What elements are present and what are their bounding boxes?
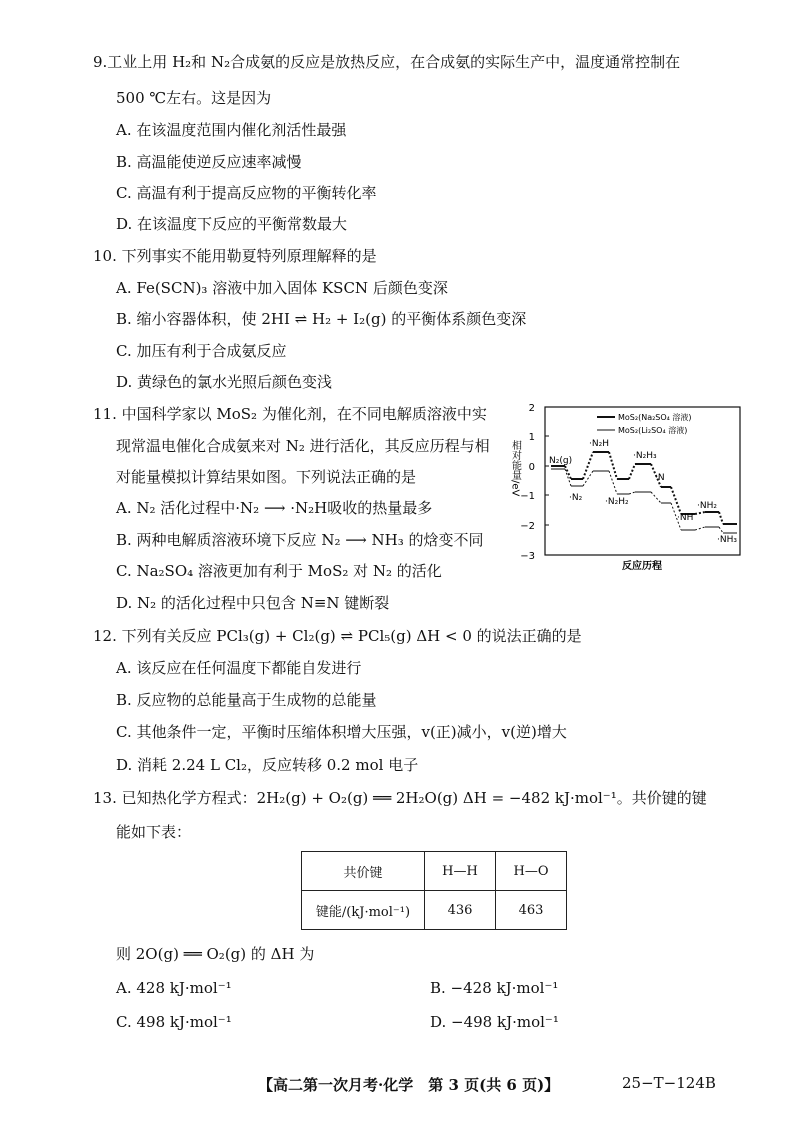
- q12-option-a[interactable]: A. 该反应在任何温度下都能自发进行: [116, 659, 362, 677]
- legend-label-li2so4: MoS₂(Li₂SO₄ 溶液): [618, 426, 688, 435]
- q11-option-a[interactable]: A. N₂ 活化过程中·N₂ ⟶ ·N₂H吸收的热量最多: [116, 499, 433, 517]
- q13-stem-line1: 13. 已知热化学方程式：2H₂(g) + O₂(g) ══ 2H₂O(g) ΔH = −482 kJ·mol⁻¹。共价键的键: [93, 789, 707, 807]
- q12-stem: 12. 下列有关反应 PCl₃(g) + Cl₂(g) ⇌ PCl₅(g) ΔH < 0 的说法正确的是: [93, 627, 582, 645]
- q10-stem: 10. 下列事实不能用勒夏特列原理解释的是: [93, 247, 377, 265]
- q9-option-b[interactable]: B. 高温能使逆反应速率减慢: [116, 153, 302, 171]
- table-row: [302, 852, 567, 891]
- y-tick-label: 0: [528, 462, 535, 473]
- q13-question: 则 2O(g) ══ O₂(g) 的 ΔH 为: [116, 945, 315, 963]
- species-label: ·N₂H₃: [633, 451, 657, 461]
- table-header-cell: 共价键: [302, 852, 425, 891]
- species-label: ·N₂: [569, 493, 583, 503]
- q12-option-d[interactable]: D. 消耗 2.24 L Cl₂，反应转移 0.2 mol 电子: [116, 756, 419, 774]
- q11-stem-line2: 现常温电催化合成氨来对 N₂ 进行活化，其反应历程与相: [116, 437, 490, 455]
- species-label: ·N₂H₂: [605, 497, 629, 507]
- q11-stem-line1: 11. 中国科学家以 MoS₂ 为催化剂，在不同电解质溶液中实: [93, 405, 487, 423]
- q13-option-a[interactable]: A. 428 kJ·mol⁻¹: [116, 979, 232, 997]
- species-label: ·NH: [677, 513, 694, 523]
- q10-option-d[interactable]: D. 黄绿色的氯水光照后颜色变浅: [116, 373, 333, 391]
- q10-option-b[interactable]: B. 缩小容器体积，使 2HI ⇌ H₂ + I₂(g) 的平衡体系颜色变深: [116, 310, 527, 328]
- page-footer-title: 【高二第一次月考·化学 第 3 页(共 6 页)】: [258, 1076, 560, 1094]
- table-row: [302, 891, 567, 930]
- y-tick-label: 2: [528, 403, 535, 414]
- species-label: ·NH₂: [697, 501, 717, 511]
- y-axis-label: 相对能量/eV: [509, 440, 521, 497]
- x-axis-label: 反应历程: [622, 561, 662, 572]
- legend-label-na2so4: MoS₂(Na₂SO₄ 溶液): [618, 413, 692, 422]
- table-header-cell: H—H: [425, 852, 496, 891]
- q12-option-b[interactable]: B. 反应物的总能量高于生成物的总能量: [116, 691, 377, 709]
- species-label: N₂(g): [549, 456, 573, 466]
- q13-option-b[interactable]: B. −428 kJ·mol⁻¹: [430, 979, 559, 997]
- y-tick-label: −2: [520, 521, 535, 532]
- y-tick-label: 1: [528, 432, 535, 443]
- q9-option-c[interactable]: C. 高温有利于提高反应物的平衡转化率: [116, 184, 377, 202]
- q11-option-c[interactable]: C. Na₂SO₄ 溶液更加有利于 MoS₂ 对 N₂ 的活化: [116, 562, 442, 580]
- energy-profile-figure: [505, 400, 755, 575]
- q10-option-c[interactable]: C. 加压有利于合成氨反应: [116, 342, 287, 360]
- q9-option-d[interactable]: D. 在该温度下反应的平衡常数最大: [116, 215, 348, 233]
- q9-stem-line2: 500 ℃左右。这是因为: [116, 89, 272, 107]
- q9-option-a[interactable]: A. 在该温度范围内催化剂活性最强: [116, 121, 347, 139]
- table-cell: 463: [496, 891, 567, 930]
- q12-option-c[interactable]: C. 其他条件一定，平衡时压缩体积增大压强，v(正)减小，v(逆)增大: [116, 723, 567, 741]
- species-label: ·N₂H: [589, 439, 609, 449]
- table-cell: 436: [425, 891, 496, 930]
- bond-energy-table: [301, 851, 567, 930]
- page-footer-code: 25−T−124B: [622, 1074, 716, 1092]
- species-label: ·N: [655, 473, 665, 483]
- table-cell: 键能/(kJ·mol⁻¹): [302, 891, 425, 930]
- q9-stem-line1: 9.工业上用 H₂和 N₂合成氨的反应是放热反应，在合成氨的实际生产中，温度通常控制在: [93, 53, 681, 71]
- q10-option-a[interactable]: A. Fe(SCN)₃ 溶液中加入固体 KSCN 后颜色变深: [116, 279, 448, 297]
- q11-stem-line3: 对能量模拟计算结果如图。下列说法正确的是: [116, 468, 417, 486]
- y-tick-label: −1: [520, 491, 535, 502]
- series-na2so4: [551, 452, 737, 524]
- q13-option-c[interactable]: C. 498 kJ·mol⁻¹: [116, 1013, 232, 1031]
- q13-option-d[interactable]: D. −498 kJ·mol⁻¹: [430, 1013, 559, 1031]
- q11-option-b[interactable]: B. 两种电解质溶液环境下反应 N₂ ⟶ NH₃ 的焓变不同: [116, 531, 484, 549]
- table-header-cell: H—O: [496, 852, 567, 891]
- q11-option-d[interactable]: D. N₂ 的活化过程中只包含 N≡N 键断裂: [116, 594, 390, 612]
- species-label: ·NH₃: [717, 535, 737, 545]
- y-tick-label: −3: [520, 551, 535, 562]
- q13-stem-line2: 能如下表：: [116, 823, 192, 841]
